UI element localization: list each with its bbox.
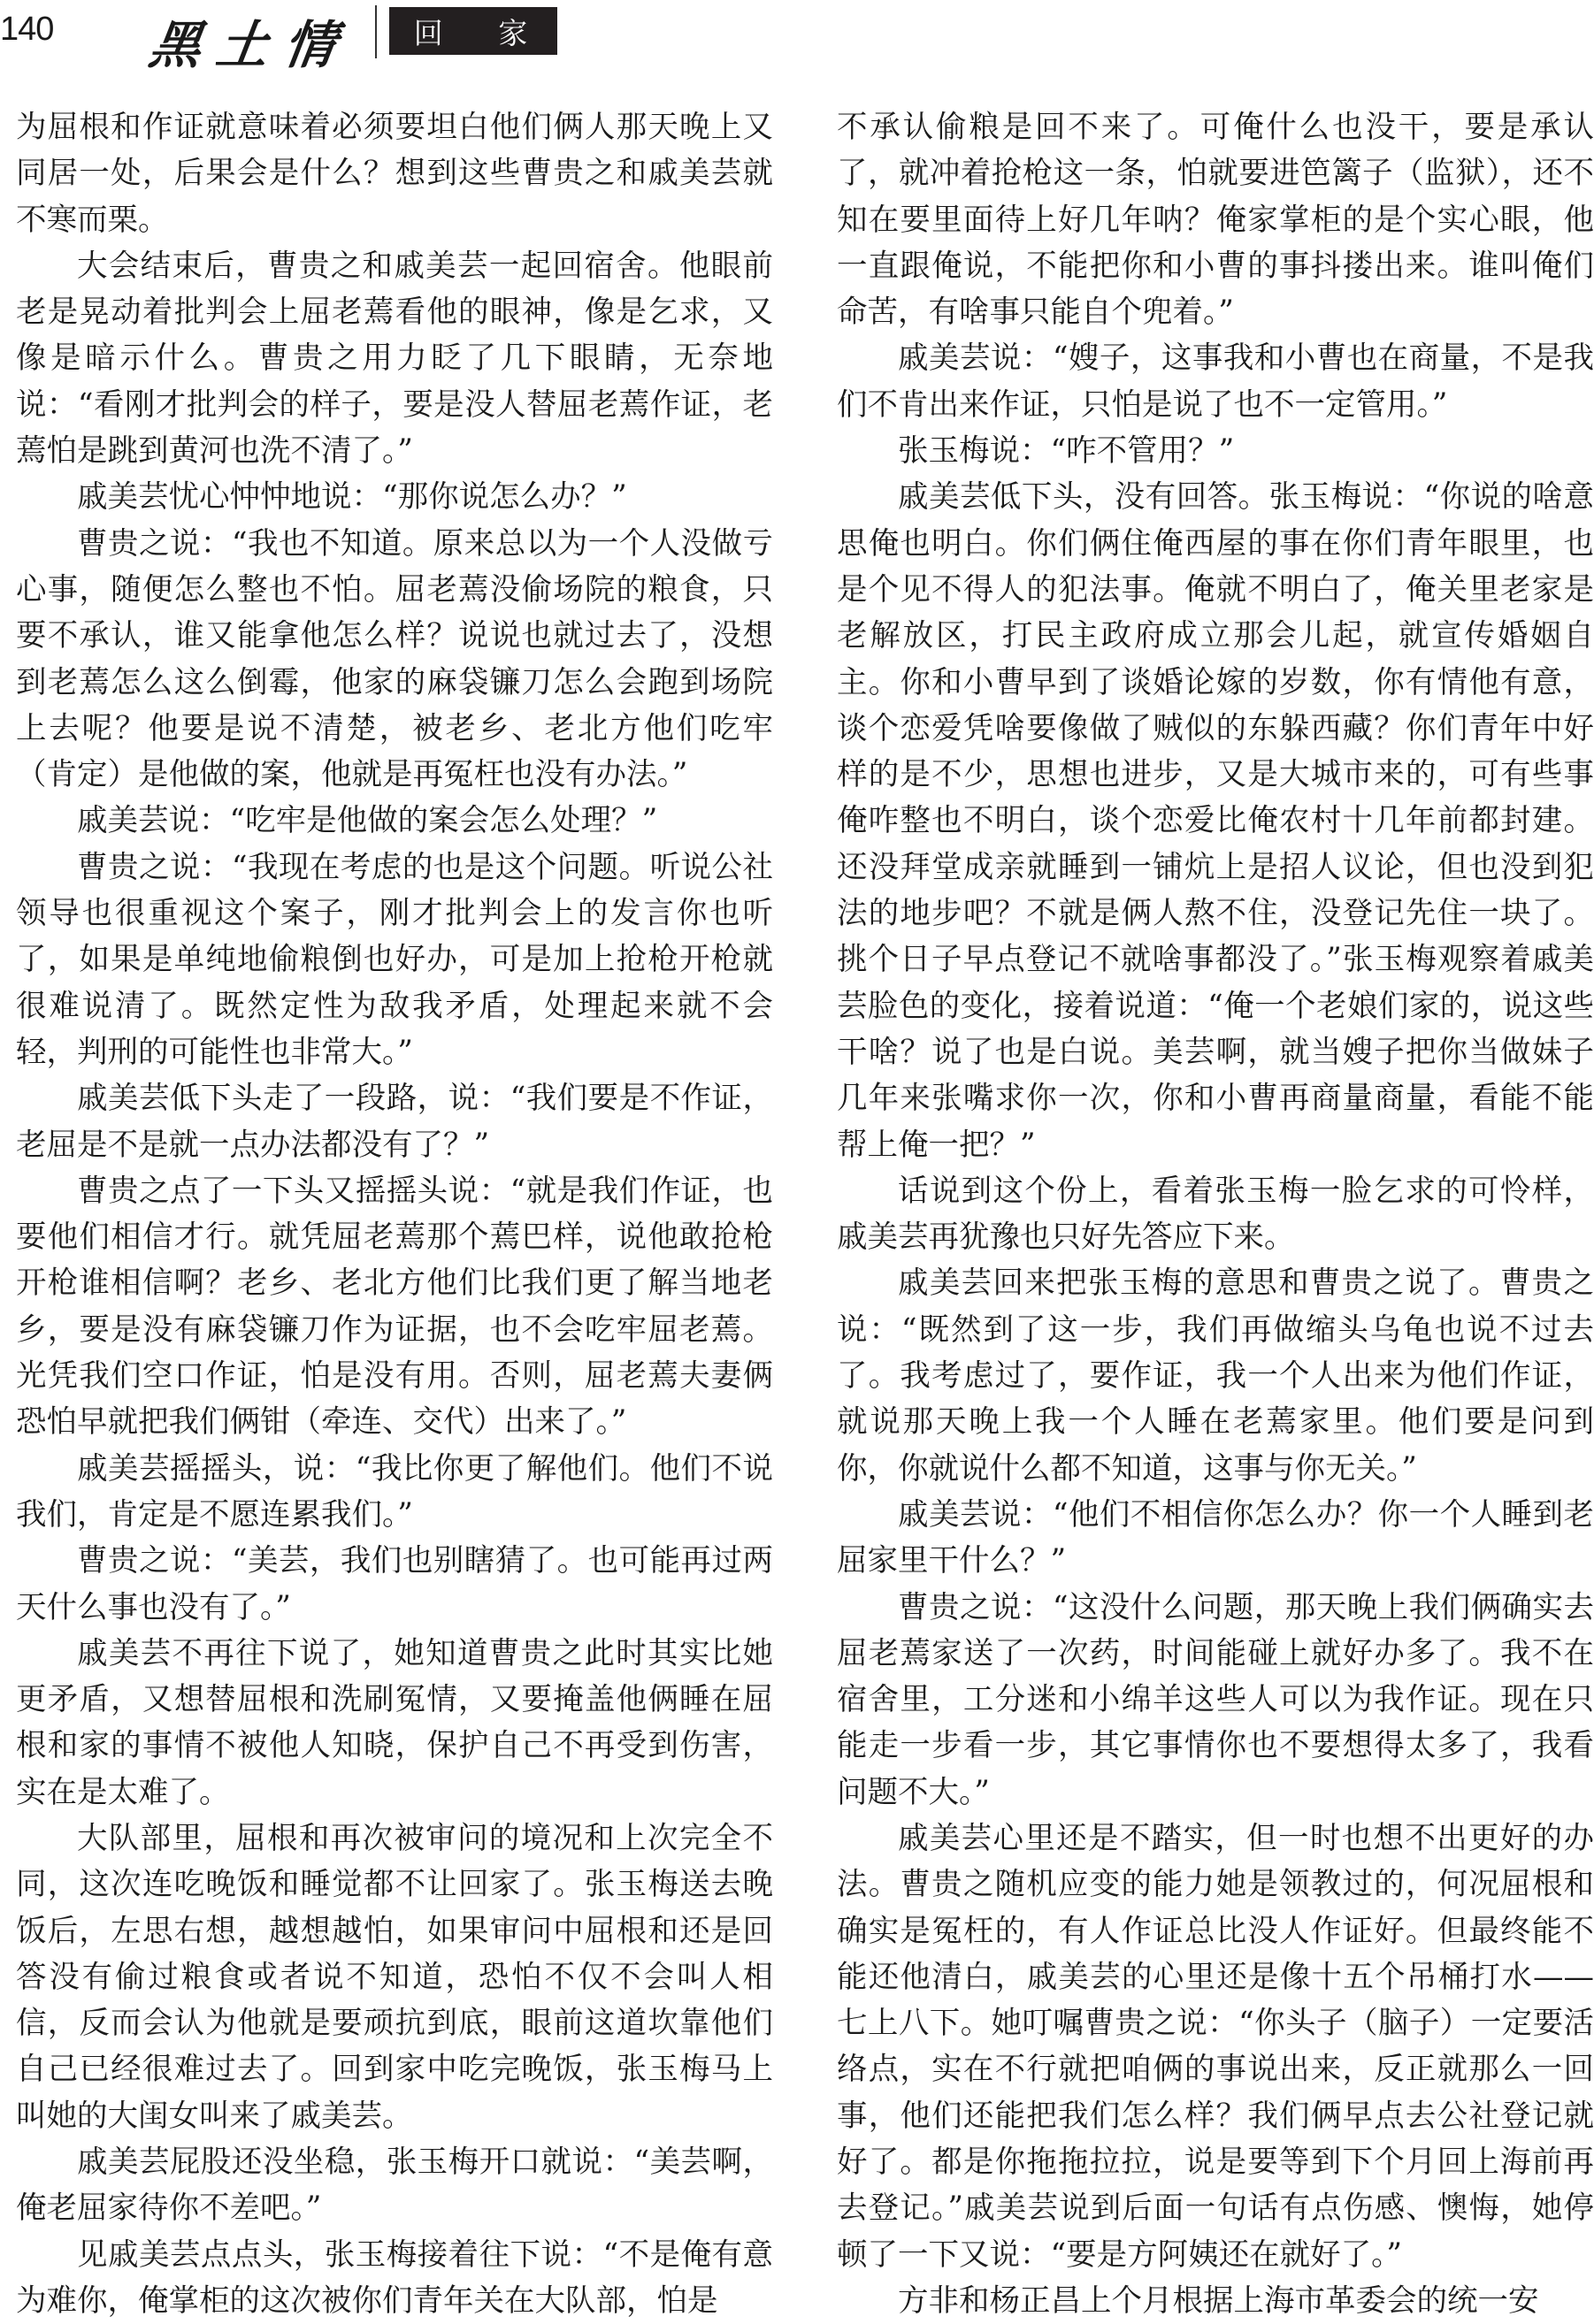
section-tag: 回 家	[389, 7, 557, 55]
paragraph: 张玉梅说：“咋不管用？”	[898, 433, 1235, 470]
paragraph: 戚美芸不再往下说了，她知道曹贵之此时其实比她更矛盾，又想替屈根和洗刷冤情，又要掩盖他俩睡在屈根和家的事情不被他人知晓，保护自己不再受到伤害，实在是太难了。	[16, 1635, 773, 1810]
paragraph: 曹贵之说：“我也不知道。原来总以为一个人没做亏心事，随便怎么整也不怕。屈老蔫没偷场院的粮食，只要不承认，谁又能拿他怎么样？说说也就过去了，没想到老蔫怎么这么倒霉，他家的麻袋镰刀怎么会跑到场院上去呢？他要是说不清楚，被老乡、老北方他们吃牢（肯定）是他做的案，他就是再冤枉也没有办法。”	[16, 525, 773, 793]
paragraph: 戚美芸低下头走了一段路，说：“我们要是不作证，老屈是不是就一点办法都没有了？”	[16, 1081, 773, 1163]
paragraph: 戚美芸说：“嫂子，这事我和小曹也在商量，不是我们不肯出来作证，只怕是说了也不一定管用。”	[837, 340, 1594, 423]
paragraph: 戚美芸摇摇头，说：“我比你更了解他们。他们不说我们，肯定是不愿连累我们。”	[16, 1450, 773, 1533]
right-column	[837, 104, 1594, 2319]
paragraph: 为屈根和作证就意味着必须要坦白他们俩人那天晚上又同居一处，后果会是什么？想到这些曹贵之和戚美芸就不寒而栗。	[16, 110, 773, 238]
paragraph: 大会结束后，曹贵之和戚美芸一起回宿舍。他眼前老是晃动着批判会上屈老蔫看他的眼神，像是乞求，又像是暗示什么。曹贵之用力眨了几下眼睛，无奈地说：“看刚才批判会的样子，要是没人替屈老蔫作证，老蔫怕是跳到黄河也洗不清了。”	[16, 248, 773, 470]
paragraph: 方非和杨正昌上个月根据上海市革委会的统一安	[898, 2282, 1539, 2319]
paragraph: 曹贵之说：“这没什么问题，那天晚上我们俩确实去屈老蔫家送了一次药，时间能碰上就好办多了。我不在宿舍里，工分迷和小绵羊这些人可以为我作证。现在只能走一步看一步，其它事情你也不要想得太多了，我看问题不大。”	[837, 1589, 1594, 1810]
page-header	[0, 0, 1592, 75]
header-divider	[375, 5, 377, 58]
paragraph: 戚美芸低下头，没有回答。张玉梅说：“你说的啥意思俺也明白。你们俩住俺西屋的事在你们青年眼里，也是个见不得人的犯法事。俺就不明白了，俺关里老家是老解放区，打民主政府成立那会儿起，就宣传婚姻自主。你和小曹早到了谈婚论嫁的岁数，你有情他有意，谈个恋爱凭啥要像做了贼似的东躲西藏？你们青年中好样的是不少，思想也进步，又是大城市来的，可有些事俺咋整也不明白，谈个恋爱比俺农村十几年前都封建。还没拜堂成亲就睡到一铺炕上是招人议论，但也没到犯法的地步吧？不就是俩人熬不住，没登记先住一块了。挑个日子早点登记不就啥事都没了。”张玉梅观察着戚美芸脸色的变化，接着说道：“俺一个老娘们家的，说这些干啥？说了也是白说。美芸啊，就当嫂子把你当做妹子几年来张嘴求你一次，你和小曹再商量商量，看能不能帮上俺一把？”	[837, 479, 1594, 1163]
paragraph: 戚美芸忧心忡忡地说：“那你说怎么办？”	[77, 479, 627, 516]
paragraph: 曹贵之点了一下头又摇摇头说：“就是我们作证，也要他们相信才行。就凭屈老蔫那个蔫巴样，说他敢抢枪开枪谁相信啊？老乡、老北方他们比我们更了解当地老乡，要是没有麻袋镰刀作为证据，也不会吃牢屈老蔫。光凭我们空口作证，怕是没有用。否则，屈老蔫夫妻俩恐怕早就把我们俩钳（牵连、交代）出来了。”	[16, 1173, 773, 1441]
paragraph: 戚美芸回来把张玉梅的意思和曹贵之说了。曹贵之说：“既然到了这一步，我们再做缩头乌龟也说不过去了。我考虑过了，要作证，我一个人出来为他们作证，就说那天晚上我一个人睡在老蔫家里。他们要是问到你，你就说什么都不知道，这事与你无关。”	[837, 1265, 1594, 1487]
magazine-title: 黑土情	[145, 15, 356, 75]
paragraph: 戚美芸心里还是不踏实，但一时也想不出更好的办法。曹贵之随机应变的能力她是领教过的，何况屈根和确实是冤枉的，有人作证总比没人作证好。但最终能不能还他清白，戚美芸的心里还是像十五个吊桶打水——七上八下。她叮嘱曹贵之说：“你头子（脑子）一定要活络点，实在不行就把咱俩的事说出来，反正就那么一回事，他们还能把我们怎么样？我们俩早点去公社登记就好了。都是你拖拖拉拉，说是要等到下个月回上海前再去登记。”戚美芸说到后面一句话有点伤感、懊悔，她停顿了一下又说：“要是方阿姨还在就好了。”	[837, 1820, 1594, 2273]
paragraph: 戚美芸说：“他们不相信你怎么办？你一个人睡到老屈家里干什么？”	[837, 1496, 1594, 1579]
paragraph: 话说到这个份上，看着张玉梅一脸乞求的可怜样，戚美芸再犹豫也只好先答应下来。	[837, 1173, 1594, 1256]
paragraph: 大队部里，屈根和再次被审问的境况和上次完全不同，这次连吃晚饭和睡觉都不让回家了。张玉梅送去晚饭后，左思右想，越想越怕，如果审问中屈根和还是回答没有偷过粮食或者说不知道，恐怕不仅不会叫人相信，反而会认为他就是要顽抗到底，眼前这道坎靠他们自己已经很难过去了。回到家中吃完晚饭，张玉梅马上叫她的大闺女叫来了戚美芸。	[16, 1820, 773, 2134]
paragraph: 见戚美芸点点头，张玉梅接着往下说：“不是俺有意为难你，俺掌柜的这次被你们青年关在大队部，怕是	[16, 2236, 773, 2319]
paragraph: 曹贵之说：“我现在考虑的也是这个问题。听说公社领导也很重视这个案子，刚才批判会上的发言你也听了，如果是单纯地偷粮倒也好办，可是加上抢枪开枪就很难说清了。既然定性为敌我矛盾，处理起来就不会轻，判刑的可能性也非常大。”	[16, 849, 773, 1070]
paragraph: 戚美芸说：“吃牢是他做的案会怎么处理？”	[77, 803, 658, 839]
page-number: 140	[0, 11, 54, 48]
left-column	[16, 104, 773, 2319]
paragraph: 戚美芸屁股还没坐稳，张玉梅开口就说：“美芸啊，俺老屈家待你不差吧。”	[16, 2144, 773, 2227]
paragraph: 不承认偷粮是回不来了。可俺什么也没干，要是承认了，就冲着抢枪这一条，怕就要进笆篱子（监狱），还不知在要里面待上好几年呐？俺家掌柜的是个实心眼，他一直跟俺说，不能把你和小曹的事抖搂出来。谁叫俺们命苦，有啥事只能自个兜着。”	[837, 110, 1594, 331]
paragraph: 曹贵之说：“美芸，我们也别瞎猜了。也可能再过两天什么事也没有了。”	[16, 1543, 773, 1625]
